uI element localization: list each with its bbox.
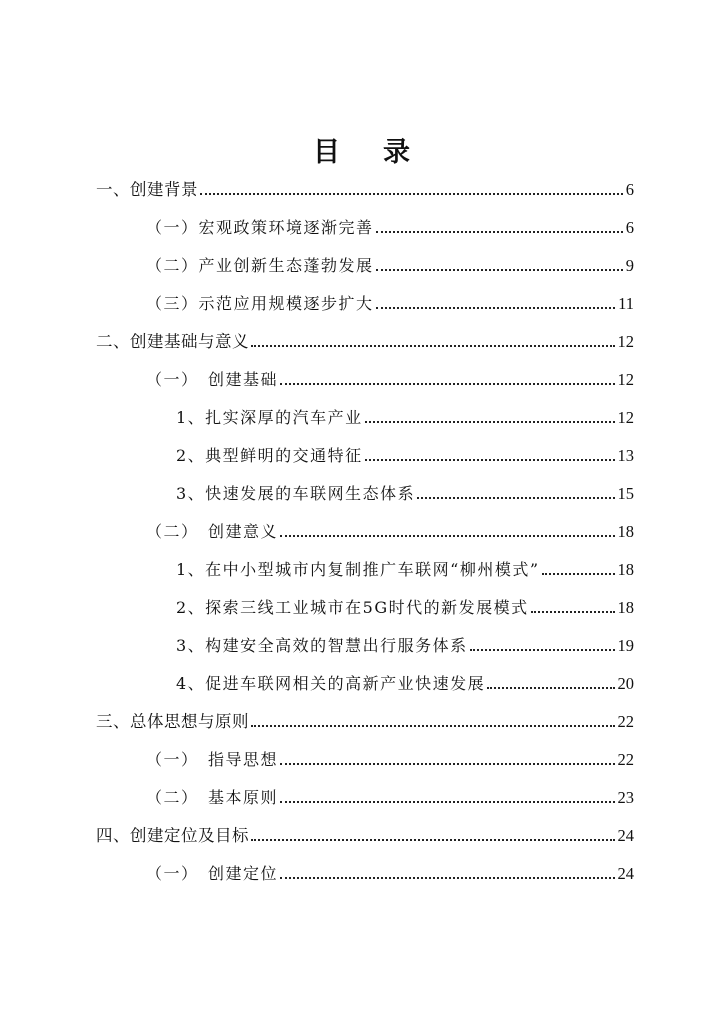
toc-entry-2-2-1[interactable] bbox=[176, 550, 634, 580]
toc-leader-dots bbox=[417, 497, 614, 499]
toc-leader-dots bbox=[200, 193, 623, 195]
toc-entry-page: 22 bbox=[617, 712, 634, 731]
toc-leader-dots bbox=[251, 345, 615, 347]
toc-entry-label: 2、典型鲜明的交通特征 bbox=[176, 446, 363, 465]
toc-entry-page: 22 bbox=[617, 750, 634, 769]
toc-entry-page: 12 bbox=[617, 408, 634, 427]
toc-entry-1-1[interactable] bbox=[146, 208, 634, 238]
toc-entry-label: 4、促进车联网相关的高新产业快速发展 bbox=[176, 674, 486, 693]
toc-entry-2-2-4[interactable] bbox=[176, 664, 634, 694]
toc-entry-label: 1、扎实深厚的汽车产业 bbox=[176, 408, 363, 427]
toc-entry-2-2-2[interactable] bbox=[176, 588, 634, 618]
toc-entry-page: 9 bbox=[625, 256, 634, 275]
toc-entry-label: 三、总体思想与原则 bbox=[96, 712, 249, 731]
toc-entry-label: （一）宏观政策环境逐渐完善 bbox=[146, 218, 374, 237]
toc-entry-label: 1、在中小型城市内复制推广车联网“柳州模式” bbox=[176, 560, 540, 579]
toc-entry-page: 18 bbox=[617, 522, 634, 541]
toc-leader-dots bbox=[376, 269, 623, 271]
toc-entry-page: 15 bbox=[617, 484, 634, 503]
toc-entry-1-2[interactable] bbox=[146, 246, 634, 276]
toc-entry-3-1[interactable] bbox=[146, 740, 634, 770]
toc-entry-2-1-1[interactable] bbox=[176, 398, 634, 428]
toc-leader-dots bbox=[280, 535, 614, 537]
toc-title-part2: 录 bbox=[383, 137, 411, 168]
toc-entry-label: （二） 基本原则 bbox=[146, 788, 279, 807]
toc-entry-label: （一） 创建定位 bbox=[146, 864, 279, 883]
toc-entry-1-3[interactable] bbox=[146, 284, 634, 314]
toc-title-part1: 目 bbox=[313, 137, 341, 168]
toc-entry-4-1[interactable] bbox=[146, 854, 634, 884]
toc-leader-dots bbox=[280, 763, 614, 765]
toc-leader-dots bbox=[365, 459, 615, 461]
toc-entry-label: 2、探索三线工业城市在5G时代的新发展模式 bbox=[176, 598, 529, 617]
toc-entry-label: （二） 创建意义 bbox=[146, 522, 279, 541]
toc-entry-page: 23 bbox=[617, 788, 634, 807]
toc-entry-label: 一、创建背景 bbox=[96, 180, 198, 199]
toc-entry-2-1-3[interactable] bbox=[176, 474, 634, 504]
toc-entry-2-2[interactable] bbox=[146, 512, 634, 542]
toc-leader-dots bbox=[280, 877, 614, 879]
toc-leader-dots bbox=[531, 611, 615, 613]
toc-entry-page: 19 bbox=[617, 636, 634, 655]
toc-entry-page: 6 bbox=[625, 180, 634, 199]
toc-entry-label: （二）产业创新生态蓬勃发展 bbox=[146, 256, 374, 275]
toc-entry-2[interactable] bbox=[96, 322, 634, 352]
toc-leader-dots bbox=[376, 231, 623, 233]
toc-entry-label: 3、快速发展的车联网生态体系 bbox=[176, 484, 416, 503]
toc-entry-page: 20 bbox=[617, 674, 634, 693]
toc-entry-label: （三）示范应用规模逐步扩大 bbox=[146, 294, 374, 313]
toc-entry-2-1-2[interactable] bbox=[176, 436, 634, 466]
toc-entry-label: （一） 指导思想 bbox=[146, 750, 279, 769]
toc-title bbox=[0, 130, 724, 169]
toc-entry-page: 12 bbox=[617, 370, 634, 389]
toc-entry-2-1[interactable] bbox=[146, 360, 634, 390]
toc-entry-1[interactable] bbox=[96, 170, 634, 200]
toc-entry-page: 24 bbox=[617, 864, 634, 883]
toc-leader-dots bbox=[251, 839, 615, 841]
toc-entry-page: 13 bbox=[617, 446, 634, 465]
toc-entry-page: 6 bbox=[625, 218, 634, 237]
toc-leader-dots bbox=[542, 573, 615, 575]
toc-entry-4[interactable] bbox=[96, 816, 634, 846]
toc-entry-3-2[interactable] bbox=[146, 778, 634, 808]
toc-entry-label: 四、创建定位及目标 bbox=[96, 826, 249, 845]
toc-entry-page: 24 bbox=[617, 826, 634, 845]
toc-entry-page: 18 bbox=[617, 560, 634, 579]
toc-leader-dots bbox=[280, 801, 614, 803]
toc-entry-page: 11 bbox=[618, 294, 634, 313]
toc-entry-page: 12 bbox=[617, 332, 634, 351]
toc-leader-dots bbox=[470, 649, 615, 651]
toc-leader-dots bbox=[376, 307, 616, 309]
toc-leader-dots bbox=[251, 725, 615, 727]
toc-leader-dots bbox=[280, 383, 614, 385]
toc-entry-label: 二、创建基础与意义 bbox=[96, 332, 249, 351]
toc-entry-2-2-3[interactable] bbox=[176, 626, 634, 656]
toc-leader-dots bbox=[487, 687, 614, 689]
toc-entry-3[interactable] bbox=[96, 702, 634, 732]
toc-entry-label: 3、构建安全高效的智慧出行服务体系 bbox=[176, 636, 468, 655]
toc-entry-page: 18 bbox=[617, 598, 634, 617]
toc-entry-label: （一） 创建基础 bbox=[146, 370, 279, 389]
toc-leader-dots bbox=[365, 421, 615, 423]
